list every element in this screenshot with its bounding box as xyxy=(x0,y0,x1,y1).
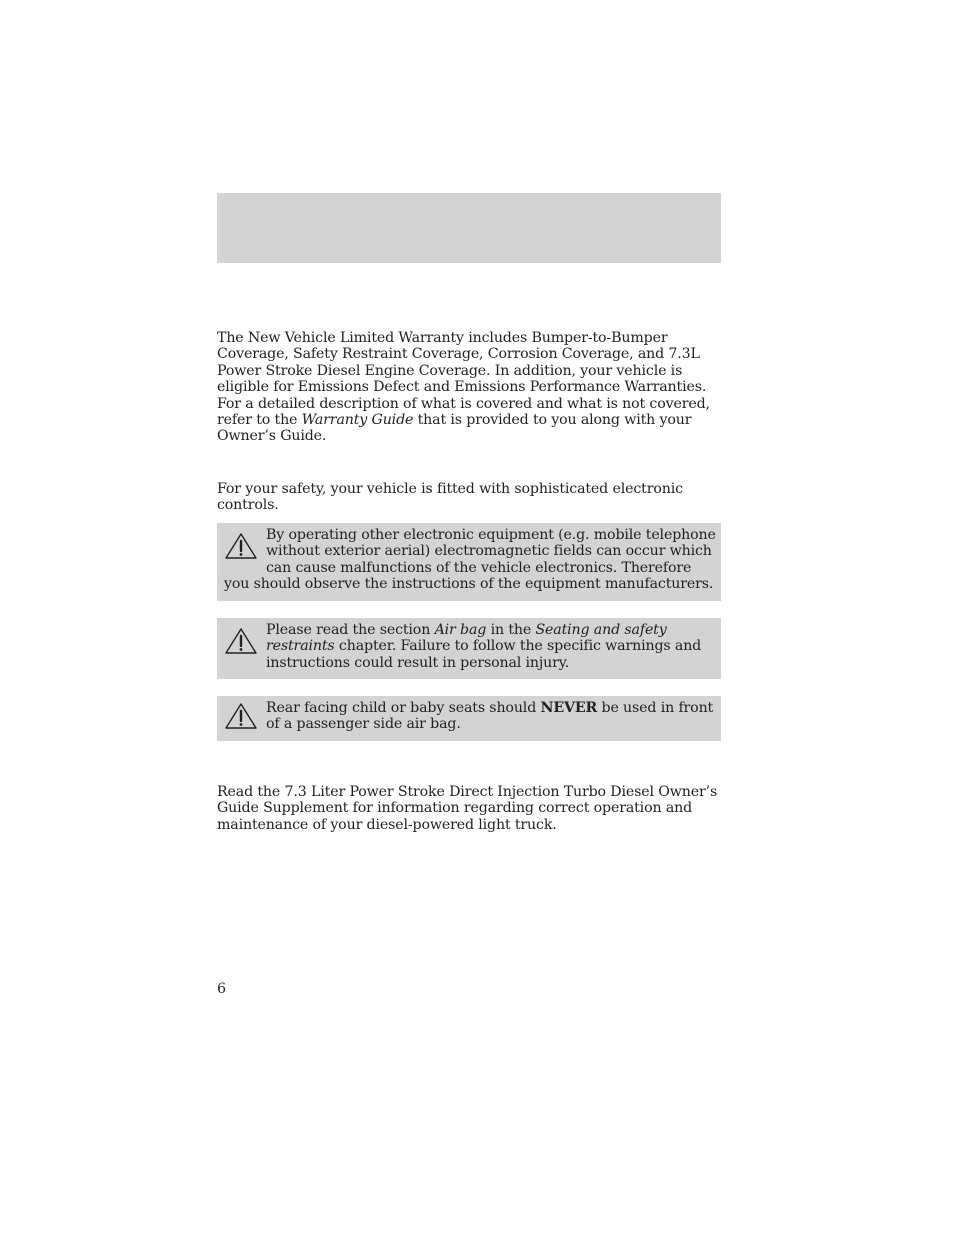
warning-triangle-icon xyxy=(224,627,258,655)
warranty-text-2: that is provided to you along with your Owner’s Guide. xyxy=(217,412,692,445)
warranty-paragraph xyxy=(217,330,723,445)
warning-box-childseat xyxy=(217,696,721,741)
warning-text-airbag xyxy=(224,622,717,671)
warning-box-airbag xyxy=(217,618,721,679)
warning-box-electronic xyxy=(217,523,721,601)
airbag-text-3: chapter. Failure to follow the specific warnings and instructions could result in personal injury. xyxy=(266,638,702,671)
childseat-text-1: Rear facing child or baby seats should xyxy=(266,700,541,716)
diesel-paragraph: Read the 7.3 Liter Power Stroke Direct Injection Turbo Diesel Owner’s Guide Supplement for information regarding correct operation and maintenance of your diesel-powered light truck. xyxy=(217,784,718,833)
warranty-guide-title: Warranty Guide xyxy=(301,412,414,429)
safety-paragraph: For your safety, your vehicle is fitted with sophisticated electronic controls. xyxy=(217,481,683,514)
airbag-text-1: Please read the section xyxy=(266,622,435,638)
warning-text-childseat xyxy=(266,700,717,733)
airbag-chapter-name: Seating and safety restraints xyxy=(266,622,667,655)
childseat-never: NEVER xyxy=(540,700,598,716)
section-header-band xyxy=(217,193,721,263)
warning-text-electronic: By operating other electronic equipment (e.g. mobile telephone without exterior aerial) electromagnetic fields can occur which can cause malfunctions of the vehicle electronics. Therefore you should observe the instructions of the equipment manufacturers. xyxy=(224,527,716,593)
warranty-text-1: The New Vehicle Limited Warranty includes Bumper-to-Bumper Coverage, Safety Restraint Coverage, Corrosion Coverage, and 7.3L Power Stroke Diesel Engine Coverage. In addition, your vehicle is eligible for Emissions Defect and Emissions Performance Warranties. For a detailed description of what is covered and what is not covered, refer to the xyxy=(217,330,710,429)
warning-triangle-icon xyxy=(224,702,258,730)
airbag-text-2: in the xyxy=(486,622,536,638)
warning-triangle-icon xyxy=(224,532,258,560)
childseat-text-2: be used in front of a passenger side air bag. xyxy=(266,700,714,733)
airbag-section-name: Air bag xyxy=(434,622,487,638)
page-number: 6 xyxy=(217,981,227,997)
